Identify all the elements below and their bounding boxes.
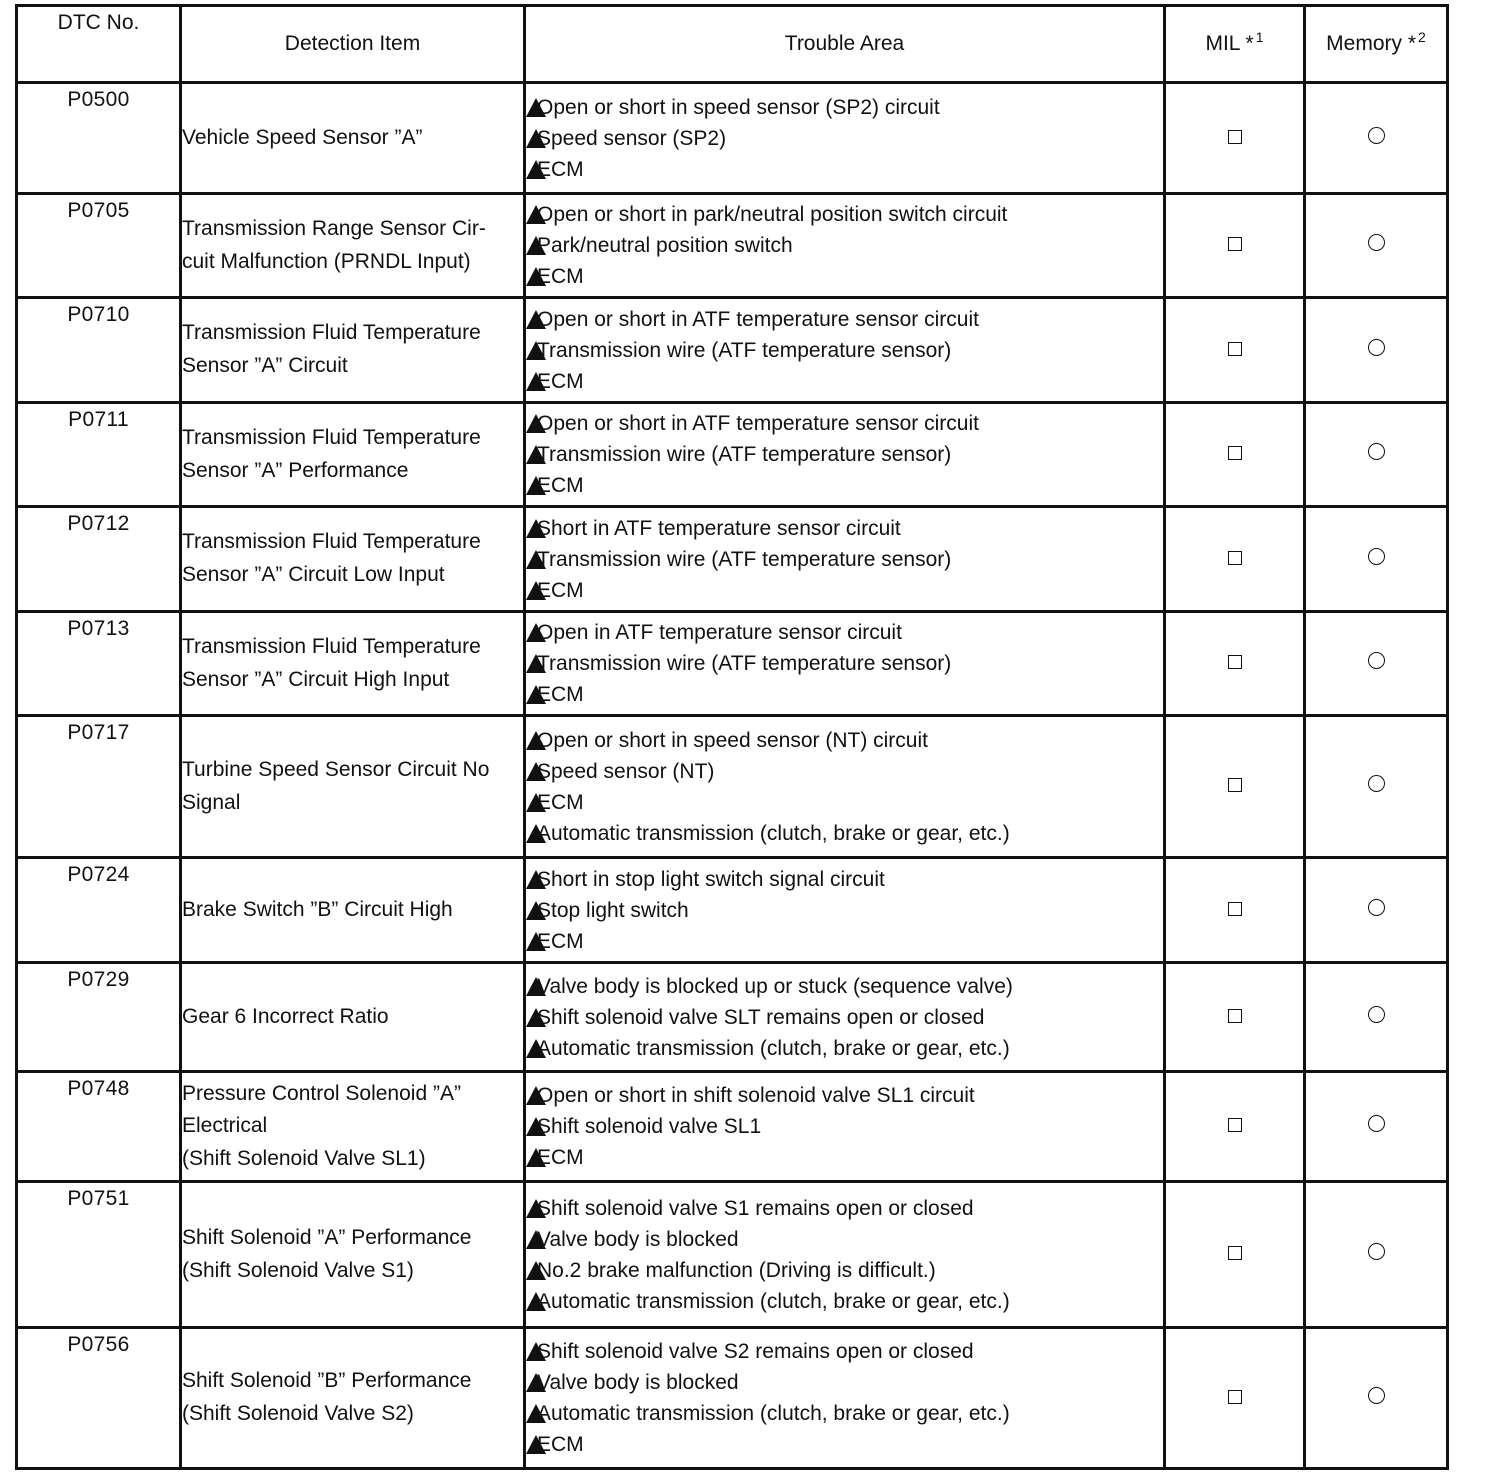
detection-item-line: Pressure Control Solenoid ”A” [182, 1081, 461, 1105]
header-row [17, 6, 1448, 83]
dtc-code: P0748 [17, 1072, 181, 1182]
header-item-label: Detection Item [284, 31, 421, 55]
trouble-area-item [526, 971, 1163, 1002]
trouble-area-item [526, 439, 1163, 470]
memory-cell [1305, 83, 1448, 194]
trouble-area-item [526, 304, 1163, 335]
mil-cell [1165, 83, 1305, 194]
trouble-area-item [526, 725, 1163, 756]
trouble-area-text: Short in ATF temperature sensor circuit [537, 516, 901, 540]
trouble-area-text: Short in stop light switch signal circuit [537, 867, 885, 891]
trouble-area-item [526, 756, 1163, 787]
header-mil-footnote: 1 [1255, 29, 1264, 46]
table-row [17, 1072, 1448, 1182]
circle-outline-icon [1368, 775, 1385, 792]
detection-item-line: Vehicle Speed Sensor ”A” [182, 125, 423, 149]
header-mil [1165, 6, 1305, 83]
mil-cell [1165, 403, 1305, 507]
table-row [17, 403, 1448, 507]
trouble-area [525, 963, 1165, 1072]
dtc-table [15, 4, 1449, 1470]
detection-item-line: Sensor ”A” Circuit [182, 354, 348, 377]
detection-item-line: Transmission Range Sensor Cir- [182, 216, 486, 240]
trouble-area-item [526, 470, 1163, 501]
table-row [17, 858, 1448, 963]
dtc-code: P0717 [17, 716, 181, 858]
trouble-area-item [526, 617, 1163, 648]
detection-item-line: cuit Malfunction (PRNDL Input) [182, 249, 471, 273]
mil-cell [1165, 194, 1305, 298]
header-dtc-label: DTC No. [57, 11, 140, 34]
detection-item [181, 716, 525, 858]
trouble-area-item [526, 864, 1163, 895]
trouble-area [525, 716, 1165, 858]
detection-item-line: (Shift Solenoid Valve S1) [182, 1258, 414, 1282]
trouble-area-text: Park/neutral position switch [537, 234, 793, 257]
trouble-area-text: Valve body is blocked [537, 1371, 739, 1394]
detection-item-line: Transmission Fluid Temperature [182, 634, 481, 658]
square-outline-icon [1228, 1009, 1242, 1023]
trouble-area-item [526, 1002, 1163, 1033]
header-mil-label: MIL * [1205, 32, 1254, 56]
trouble-area-text: Automatic transmission (clutch, brake or gear, etc.) [537, 1036, 1010, 1060]
detection-item-line: (Shift Solenoid Valve S2) [182, 1402, 414, 1425]
trouble-area-text: ECM [537, 369, 584, 393]
detection-item-line: Signal [182, 790, 241, 814]
detection-item [181, 858, 525, 963]
trouble-area-text: Open or short in speed sensor (NT) circuit [537, 728, 928, 752]
detection-item-line: Gear 6 Incorrect Ratio [182, 1004, 389, 1028]
trouble-area-text: Stop light switch [537, 898, 689, 922]
trouble-area-item [526, 926, 1163, 957]
dtc-code: P0710 [17, 298, 181, 403]
table-row [17, 1182, 1448, 1328]
trouble-area-item [526, 261, 1163, 292]
trouble-area-text: ECM [537, 1146, 584, 1169]
square-outline-icon [1228, 130, 1242, 144]
trouble-area-item [526, 1224, 1163, 1255]
square-outline-icon [1228, 237, 1242, 251]
square-outline-icon [1228, 778, 1242, 792]
header-trouble-area [525, 6, 1165, 83]
detection-item [181, 194, 525, 298]
mil-cell [1165, 1072, 1305, 1182]
mil-cell [1165, 963, 1305, 1072]
square-outline-icon [1228, 342, 1242, 356]
trouble-area-text: Transmission wire (ATF temperature sensor) [537, 338, 952, 362]
dtc-code: P0751 [17, 1182, 181, 1328]
detection-item-line: Turbine Speed Sensor Circuit No [182, 757, 490, 781]
trouble-area-item [526, 513, 1163, 544]
circle-outline-icon [1368, 652, 1385, 669]
trouble-area-text: Open or short in ATF temperature sensor circuit [537, 412, 979, 435]
trouble-area-item [526, 544, 1163, 575]
trouble-area-text: Transmission wire (ATF temperature sensor) [537, 547, 952, 571]
mil-cell [1165, 858, 1305, 963]
trouble-area-text: ECM [537, 157, 584, 181]
detection-item-line: Electrical [182, 1114, 268, 1138]
trouble-area-item [526, 408, 1163, 439]
trouble-area [525, 1182, 1165, 1328]
mil-cell [1165, 507, 1305, 612]
trouble-area-text: Automatic transmission (clutch, brake or gear, etc.) [537, 821, 1010, 845]
trouble-area-text: ECM [537, 929, 584, 953]
header-memory [1305, 6, 1448, 83]
trouble-area [525, 1328, 1165, 1469]
square-outline-icon [1228, 655, 1242, 669]
circle-outline-icon [1368, 443, 1385, 460]
detection-item [181, 403, 525, 507]
header-area-label: Trouble Area [784, 31, 905, 55]
trouble-area-item [526, 199, 1163, 230]
dtc-code: P0756 [17, 1328, 181, 1469]
circle-outline-icon [1368, 127, 1385, 144]
trouble-area-item [526, 1429, 1163, 1460]
trouble-area [525, 83, 1165, 194]
detection-item-line: Transmission Fluid Temperature [182, 321, 481, 345]
square-outline-icon [1228, 902, 1242, 916]
trouble-area-text: Valve body is blocked [537, 1227, 739, 1251]
trouble-area-item [526, 335, 1163, 366]
trouble-area-item [526, 1367, 1163, 1398]
detection-item [181, 612, 525, 716]
trouble-area-text: Automatic transmission (clutch, brake or gear, etc.) [537, 1289, 1010, 1313]
mil-cell [1165, 612, 1305, 716]
circle-outline-icon [1368, 339, 1385, 356]
detection-item-line: Transmission Fluid Temperature [182, 425, 481, 449]
trouble-area-text: Transmission wire (ATF temperature sensor) [537, 652, 952, 675]
trouble-area-text: Speed sensor (SP2) [537, 126, 727, 150]
trouble-area-item [526, 679, 1163, 710]
trouble-area [525, 858, 1165, 963]
square-outline-icon [1228, 1390, 1242, 1404]
trouble-area [525, 403, 1165, 507]
trouble-area-text: Shift solenoid valve S1 remains open or closed [537, 1196, 974, 1220]
trouble-area-text: No.2 brake malfunction (Driving is difficult.) [537, 1258, 936, 1282]
trouble-area-text: Valve body is blocked up or stuck (sequence valve) [537, 974, 1013, 998]
memory-cell [1305, 612, 1448, 716]
header-memory-label: Memory * [1326, 32, 1417, 56]
detection-item [181, 963, 525, 1072]
memory-cell [1305, 507, 1448, 612]
circle-outline-icon [1368, 1115, 1385, 1132]
memory-cell [1305, 1182, 1448, 1328]
dtc-code: P0500 [17, 83, 181, 194]
memory-cell [1305, 1328, 1448, 1469]
trouble-area-item [526, 1286, 1163, 1317]
trouble-area-item [526, 1033, 1163, 1064]
trouble-area [525, 298, 1165, 403]
detection-item-line: (Shift Solenoid Valve SL1) [182, 1146, 426, 1170]
header-dtc-no [17, 6, 181, 83]
mil-cell [1165, 716, 1305, 858]
trouble-area-text: Open or short in park/neutral position switch circuit [537, 203, 1008, 226]
detection-item-line: Sensor ”A” Circuit Low Input [182, 563, 445, 586]
detection-item-line: Transmission Fluid Temperature [182, 530, 481, 554]
trouble-area-item [526, 1398, 1163, 1429]
detection-item [181, 507, 525, 612]
trouble-area [525, 1072, 1165, 1182]
dtc-code: P0724 [17, 858, 181, 963]
circle-outline-icon [1368, 899, 1385, 916]
detection-item [181, 83, 525, 194]
memory-cell [1305, 1072, 1448, 1182]
table-row [17, 963, 1448, 1072]
detection-item [181, 1182, 525, 1328]
detection-item-line: Shift Solenoid ”B” Performance [182, 1369, 472, 1393]
memory-cell [1305, 716, 1448, 858]
memory-cell [1305, 194, 1448, 298]
trouble-area-text: Automatic transmission (clutch, brake or gear, etc.) [537, 1402, 1010, 1425]
detection-item [181, 1072, 525, 1182]
table-row [17, 298, 1448, 403]
memory-cell [1305, 403, 1448, 507]
header-memory-footnote: 2 [1418, 29, 1426, 46]
table-row [17, 612, 1448, 716]
trouble-area-item [526, 575, 1163, 606]
square-outline-icon [1228, 1246, 1242, 1260]
table-row [17, 83, 1448, 194]
dtc-code: P0729 [17, 963, 181, 1072]
circle-outline-icon [1368, 548, 1385, 565]
trouble-area-item [526, 1111, 1163, 1142]
trouble-area-item [526, 1193, 1163, 1224]
trouble-area-text: ECM [537, 790, 584, 814]
trouble-area-item [526, 1080, 1163, 1111]
mil-cell [1165, 1182, 1305, 1328]
square-outline-icon [1228, 446, 1242, 460]
table-row [17, 1328, 1448, 1469]
trouble-area-text: Open or short in shift solenoid valve SL1 circuit [537, 1084, 975, 1107]
detection-item-line: Brake Switch ”B” Circuit High [182, 897, 453, 921]
trouble-area-item [526, 1142, 1163, 1173]
detection-item-line: Sensor ”A” Performance [182, 458, 409, 482]
trouble-area-item [526, 787, 1163, 818]
trouble-area-item [526, 1336, 1163, 1367]
trouble-area-item [526, 366, 1163, 397]
trouble-area-text: Open or short in speed sensor (SP2) circuit [537, 95, 940, 119]
square-outline-icon [1228, 551, 1242, 565]
memory-cell [1305, 858, 1448, 963]
trouble-area-text: ECM [537, 474, 584, 497]
trouble-area-text: Transmission wire (ATF temperature sensor) [537, 443, 952, 466]
trouble-area-text: ECM [537, 683, 584, 706]
trouble-area-item [526, 648, 1163, 679]
trouble-area-item [526, 1255, 1163, 1286]
detection-item-line: Shift Solenoid ”A” Performance [182, 1225, 472, 1249]
mil-cell [1165, 1328, 1305, 1469]
trouble-area-item [526, 123, 1163, 154]
memory-cell [1305, 963, 1448, 1072]
trouble-area-text: Shift solenoid valve SLT remains open or closed [537, 1005, 985, 1029]
dtc-code: P0705 [17, 194, 181, 298]
trouble-area-item [526, 818, 1163, 849]
trouble-area-item [526, 154, 1163, 185]
square-outline-icon [1228, 1118, 1242, 1132]
detection-item [181, 298, 525, 403]
trouble-area-text: ECM [537, 1433, 584, 1456]
circle-outline-icon [1368, 1006, 1385, 1023]
trouble-area [525, 612, 1165, 716]
mil-cell [1165, 298, 1305, 403]
trouble-area-item [526, 895, 1163, 926]
trouble-area-text: Open in ATF temperature sensor circuit [537, 621, 902, 644]
header-detection-item [181, 6, 525, 83]
trouble-area-text: Shift solenoid valve S2 remains open or closed [537, 1340, 974, 1363]
trouble-area [525, 507, 1165, 612]
trouble-area [525, 194, 1165, 298]
trouble-area-item [526, 92, 1163, 123]
circle-outline-icon [1368, 234, 1385, 251]
dtc-code: P0713 [17, 612, 181, 716]
trouble-area-item [526, 230, 1163, 261]
table-row [17, 194, 1448, 298]
trouble-area-text: Speed sensor (NT) [537, 759, 715, 783]
trouble-area-text: Open or short in ATF temperature sensor circuit [537, 307, 979, 331]
dtc-code: P0711 [17, 403, 181, 507]
detection-item-line: Sensor ”A” Circuit High Input [182, 667, 450, 691]
circle-outline-icon [1368, 1387, 1385, 1404]
detection-item [181, 1328, 525, 1469]
table-row [17, 716, 1448, 858]
trouble-area-text: ECM [537, 265, 584, 288]
dtc-code: P0712 [17, 507, 181, 612]
memory-cell [1305, 298, 1448, 403]
trouble-area-text: ECM [537, 578, 584, 602]
table-row [17, 507, 1448, 612]
trouble-area-text: Shift solenoid valve SL1 [537, 1115, 762, 1138]
circle-outline-icon [1368, 1243, 1385, 1260]
